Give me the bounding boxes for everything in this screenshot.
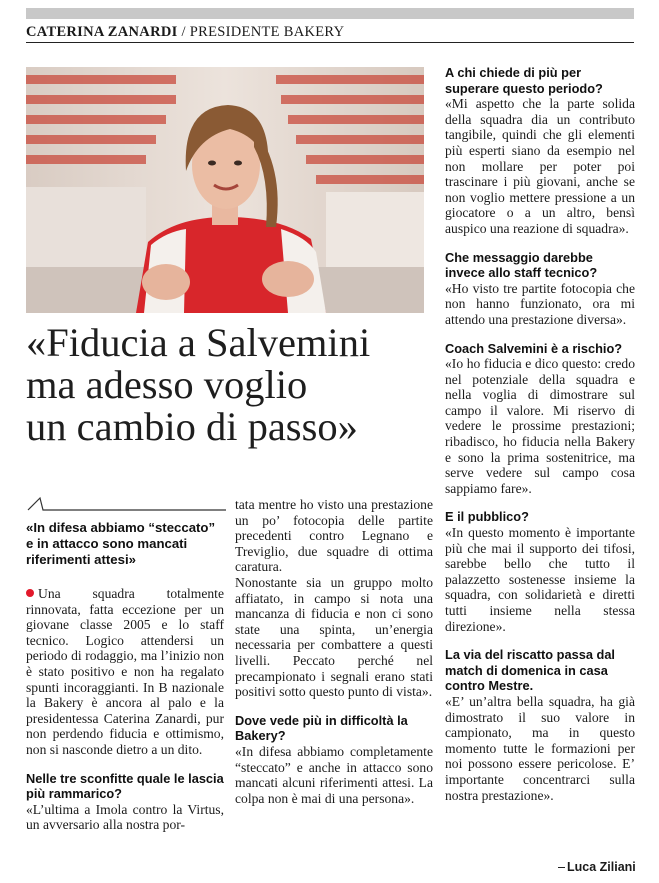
headline-line-3: un cambio di passo» <box>26 404 358 449</box>
article-photo <box>26 67 424 313</box>
author-signature: Luca Ziliani <box>558 860 636 874</box>
answer-5: «Io ho fiducia e dico questo: credo nel potenziale della squadra e nella voglia di dimostrare sul campo il valore. Mi riservo di vedere le prossime prestazioni; ribadisco, ho fiducia nella Bakery e sono la prima sostenitrice, ma serve vedere sul campo cosa sappiamo fare». <box>445 356 635 496</box>
question-6: E il pubblico? <box>445 509 529 525</box>
question-5: Coach Salvemini è a rischio? <box>445 340 623 356</box>
headline <box>26 322 431 448</box>
kicker-line <box>26 24 634 43</box>
subheadline: «In difesa abbiamo “steccato” e in attacco sono mancati riferimenti attesi» <box>26 520 216 567</box>
answer-1-continued-2: Nonostante sia un gruppo molto affiatato, in campo si nota una mancanza di fiducia e non ci sono state una spinta, un’energia necessaria per combattere a questi livelli. Peccato perché nel precampionato i segnali erano stati positivi sotto questo punto di vista». <box>235 574 433 700</box>
top-gray-bar <box>26 8 634 19</box>
headline-line-1: «Fiducia a Salvemini <box>26 320 371 365</box>
answer-7: «E’ un’altra bella squadra, ha già dimostrato il suo valore in campionato, ma in questo momento tutte le formazioni per noi possono essere pericolose. E’ importante concentrarci sulla nostra prestazione». <box>445 693 635 803</box>
question-3: A chi chiede di più per superare questo periodo? <box>445 65 603 96</box>
intro-text: Una squadra totalmente rinnovata, fatta eccezione per un giovane classe 2005 e lo staff tecnico. Logico attendersi un periodo di rodaggio, ma l’inizio non è stato positivo e non ha regalato spunti incoraggianti. In B nazionale la Bakery è ancora al palo e la presidentessa Caterina Zanardi, pur non perdendo fiducia e ottimismo, non si nasconde dietro a un dito. <box>26 586 224 757</box>
headline-line-2: ma adesso voglio <box>26 362 308 407</box>
answer-4: «Ho visto tre partite fotocopia che non hanno funzionato, ora mi attendo una prestazione diversa». <box>445 280 635 327</box>
answer-1-start: «L’ultima a Imola contro la Virtus, un avversario alla nostra por- <box>26 801 224 833</box>
question-4: Che messaggio darebbe invece allo staff tecnico? <box>445 249 598 281</box>
answer-3: «Mi aspetto che la parte solida della squadra dia un contributo tangibile, quindi che gli elementi più esperti siano da esempio nel non mollare per poter poi trascinare i più giovani, anche se non voglio mettere pressione a un giocatore o a un altro, bensì auspico una reazione di squadra». <box>445 96 635 236</box>
answer-2: «In difesa abbiamo completamente “steccato” e anche in attacco sono mancati alcuni riferimenti attesi. La colpa non è mai di una persona». <box>235 743 433 806</box>
photo-illustration <box>26 67 424 313</box>
answer-6: «In questo momento è importante più che mai il supporto dei tifosi, sarebbe bello che tutto il palazzetto sostenesse insieme la squadra, con solidarietà e diretti tutti insieme nella stessa direzione». <box>445 525 635 634</box>
question-2: Dove vede più in difficoltà la Bakery? <box>235 712 408 744</box>
column-1 <box>26 586 224 833</box>
question-7: La via del riscatto passa dal match di domenica in casa contro Mestre. <box>445 647 615 694</box>
column-3 <box>445 65 635 803</box>
column-2 <box>235 497 433 806</box>
bullet-dot-icon <box>26 589 34 597</box>
kicker-separator: / <box>181 24 186 40</box>
kicker-name: CATERINA ZANARDI <box>26 24 178 40</box>
kicker-role: PRESIDENTE BAKERY <box>189 24 345 40</box>
question-1: Nelle tre sconfitte quale le lascia più rammarico? <box>26 770 224 802</box>
section-divider <box>26 494 226 514</box>
intro-paragraph <box>26 586 224 758</box>
answer-1-continued: tata mentre ho visto una prestazione un po’ fotocopia delle partite precedenti contro Legnano e Treviglio, due squadre di ottima caratura. <box>235 497 433 575</box>
